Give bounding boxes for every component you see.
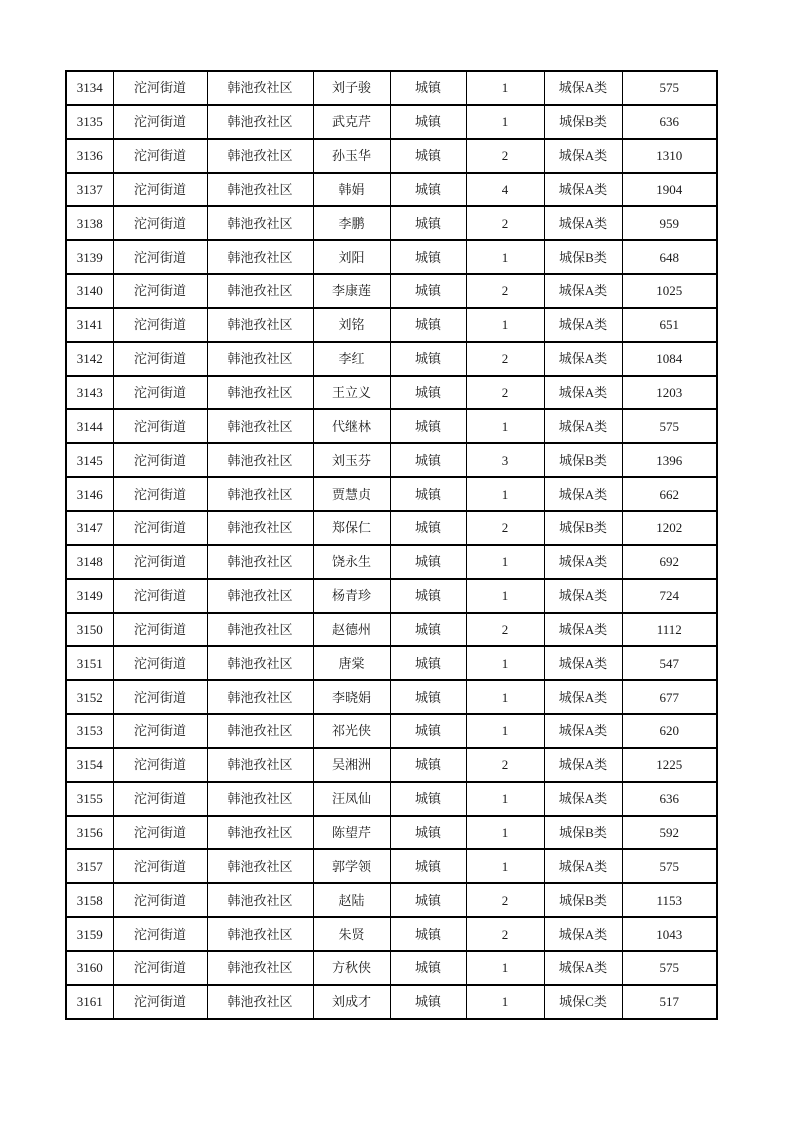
cell-amount: 724	[622, 579, 717, 613]
cell-amount: 1112	[622, 613, 717, 647]
cell-street: 沱河街道	[113, 917, 207, 951]
cell-id: 3160	[66, 951, 113, 985]
cell-name: 刘子骏	[313, 71, 390, 105]
cell-count: 1	[466, 579, 544, 613]
cell-street: 沱河街道	[113, 511, 207, 545]
cell-category: 城保A类	[544, 748, 622, 782]
cell-residence-type: 城镇	[390, 274, 466, 308]
cell-community: 韩池孜社区	[207, 883, 313, 917]
table-row	[66, 951, 717, 985]
cell-street: 沱河街道	[113, 579, 207, 613]
cell-id: 3135	[66, 105, 113, 139]
cell-community: 韩池孜社区	[207, 477, 313, 511]
cell-name: 王立义	[313, 376, 390, 410]
cell-residence-type: 城镇	[390, 748, 466, 782]
cell-id: 3146	[66, 477, 113, 511]
cell-name: 韩娟	[313, 173, 390, 207]
table-row	[66, 849, 717, 883]
cell-community: 韩池孜社区	[207, 105, 313, 139]
table-row	[66, 511, 717, 545]
cell-street: 沱河街道	[113, 545, 207, 579]
cell-amount: 959	[622, 206, 717, 240]
cell-id: 3144	[66, 409, 113, 443]
cell-community: 韩池孜社区	[207, 748, 313, 782]
cell-street: 沱河街道	[113, 883, 207, 917]
cell-category: 城保B类	[544, 511, 622, 545]
cell-amount: 1043	[622, 917, 717, 951]
cell-count: 1	[466, 985, 544, 1019]
cell-amount: 677	[622, 680, 717, 714]
cell-residence-type: 城镇	[390, 849, 466, 883]
cell-community: 韩池孜社区	[207, 545, 313, 579]
cell-street: 沱河街道	[113, 782, 207, 816]
cell-id: 3150	[66, 613, 113, 647]
cell-id: 3139	[66, 240, 113, 274]
cell-street: 沱河街道	[113, 173, 207, 207]
cell-residence-type: 城镇	[390, 782, 466, 816]
cell-community: 韩池孜社区	[207, 951, 313, 985]
cell-community: 韩池孜社区	[207, 443, 313, 477]
cell-amount: 648	[622, 240, 717, 274]
cell-name: 赵陆	[313, 883, 390, 917]
cell-count: 1	[466, 308, 544, 342]
table-row	[66, 816, 717, 850]
cell-category: 城保A类	[544, 579, 622, 613]
cell-id: 3149	[66, 579, 113, 613]
cell-street: 沱河街道	[113, 985, 207, 1019]
cell-street: 沱河街道	[113, 308, 207, 342]
cell-street: 沱河街道	[113, 71, 207, 105]
cell-category: 城保A类	[544, 951, 622, 985]
cell-name: 郭学领	[313, 849, 390, 883]
cell-residence-type: 城镇	[390, 206, 466, 240]
cell-category: 城保A类	[544, 342, 622, 376]
cell-id: 3142	[66, 342, 113, 376]
cell-street: 沱河街道	[113, 206, 207, 240]
cell-name: 吴湘洲	[313, 748, 390, 782]
cell-amount: 636	[622, 782, 717, 816]
cell-street: 沱河街道	[113, 443, 207, 477]
table-row	[66, 139, 717, 173]
cell-residence-type: 城镇	[390, 376, 466, 410]
cell-community: 韩池孜社区	[207, 206, 313, 240]
cell-category: 城保B类	[544, 240, 622, 274]
table-row	[66, 173, 717, 207]
cell-id: 3140	[66, 274, 113, 308]
cell-name: 孙玉华	[313, 139, 390, 173]
cell-residence-type: 城镇	[390, 714, 466, 748]
cell-street: 沱河街道	[113, 613, 207, 647]
cell-count: 1	[466, 782, 544, 816]
cell-category: 城保A类	[544, 274, 622, 308]
table-row	[66, 680, 717, 714]
cell-category: 城保A类	[544, 917, 622, 951]
cell-amount: 1396	[622, 443, 717, 477]
table-row	[66, 646, 717, 680]
cell-community: 韩池孜社区	[207, 680, 313, 714]
table-row	[66, 917, 717, 951]
cell-count: 2	[466, 511, 544, 545]
cell-amount: 636	[622, 105, 717, 139]
cell-amount: 547	[622, 646, 717, 680]
cell-street: 沱河街道	[113, 816, 207, 850]
cell-residence-type: 城镇	[390, 646, 466, 680]
cell-amount: 1203	[622, 376, 717, 410]
cell-community: 韩池孜社区	[207, 139, 313, 173]
cell-amount: 651	[622, 308, 717, 342]
cell-amount: 1225	[622, 748, 717, 782]
cell-community: 韩池孜社区	[207, 646, 313, 680]
cell-street: 沱河街道	[113, 105, 207, 139]
cell-category: 城保C类	[544, 985, 622, 1019]
cell-id: 3134	[66, 71, 113, 105]
cell-community: 韩池孜社区	[207, 511, 313, 545]
cell-count: 2	[466, 917, 544, 951]
cell-residence-type: 城镇	[390, 409, 466, 443]
cell-name: 唐棠	[313, 646, 390, 680]
cell-id: 3136	[66, 139, 113, 173]
cell-category: 城保A类	[544, 308, 622, 342]
cell-id: 3158	[66, 883, 113, 917]
cell-id: 3161	[66, 985, 113, 1019]
cell-category: 城保B类	[544, 443, 622, 477]
records-table	[65, 70, 718, 1020]
cell-community: 韩池孜社区	[207, 985, 313, 1019]
cell-name: 方秋侠	[313, 951, 390, 985]
cell-community: 韩池孜社区	[207, 308, 313, 342]
cell-id: 3153	[66, 714, 113, 748]
cell-amount: 662	[622, 477, 717, 511]
cell-count: 1	[466, 646, 544, 680]
cell-id: 3141	[66, 308, 113, 342]
cell-category: 城保A类	[544, 782, 622, 816]
cell-count: 2	[466, 613, 544, 647]
cell-category: 城保A类	[544, 376, 622, 410]
table-row	[66, 613, 717, 647]
cell-count: 2	[466, 342, 544, 376]
cell-amount: 517	[622, 985, 717, 1019]
cell-street: 沱河街道	[113, 680, 207, 714]
cell-count: 1	[466, 477, 544, 511]
cell-street: 沱河街道	[113, 849, 207, 883]
cell-community: 韩池孜社区	[207, 714, 313, 748]
cell-id: 3154	[66, 748, 113, 782]
cell-community: 韩池孜社区	[207, 240, 313, 274]
cell-category: 城保A类	[544, 409, 622, 443]
cell-amount: 1025	[622, 274, 717, 308]
table-row	[66, 545, 717, 579]
table-row	[66, 308, 717, 342]
cell-category: 城保A类	[544, 173, 622, 207]
cell-residence-type: 城镇	[390, 951, 466, 985]
cell-residence-type: 城镇	[390, 917, 466, 951]
cell-residence-type: 城镇	[390, 342, 466, 376]
cell-name: 朱贤	[313, 917, 390, 951]
cell-count: 2	[466, 883, 544, 917]
cell-street: 沱河街道	[113, 376, 207, 410]
cell-name: 刘铭	[313, 308, 390, 342]
cell-amount: 1904	[622, 173, 717, 207]
cell-residence-type: 城镇	[390, 545, 466, 579]
cell-amount: 1310	[622, 139, 717, 173]
cell-community: 韩池孜社区	[207, 376, 313, 410]
cell-id: 3147	[66, 511, 113, 545]
table-row	[66, 883, 717, 917]
cell-category: 城保B类	[544, 105, 622, 139]
cell-id: 3138	[66, 206, 113, 240]
cell-residence-type: 城镇	[390, 443, 466, 477]
cell-name: 武克芹	[313, 105, 390, 139]
cell-name: 杨青珍	[313, 579, 390, 613]
cell-amount: 592	[622, 816, 717, 850]
cell-amount: 1153	[622, 883, 717, 917]
cell-name: 李红	[313, 342, 390, 376]
cell-community: 韩池孜社区	[207, 71, 313, 105]
cell-id: 3143	[66, 376, 113, 410]
cell-residence-type: 城镇	[390, 511, 466, 545]
cell-category: 城保A类	[544, 206, 622, 240]
cell-residence-type: 城镇	[390, 139, 466, 173]
cell-id: 3151	[66, 646, 113, 680]
cell-category: 城保A类	[544, 139, 622, 173]
cell-count: 2	[466, 748, 544, 782]
cell-category: 城保A类	[544, 646, 622, 680]
cell-community: 韩池孜社区	[207, 816, 313, 850]
cell-residence-type: 城镇	[390, 173, 466, 207]
cell-count: 2	[466, 206, 544, 240]
table-row	[66, 443, 717, 477]
cell-residence-type: 城镇	[390, 680, 466, 714]
cell-count: 1	[466, 105, 544, 139]
cell-residence-type: 城镇	[390, 477, 466, 511]
cell-name: 李晓娟	[313, 680, 390, 714]
table-row	[66, 579, 717, 613]
cell-category: 城保A类	[544, 477, 622, 511]
cell-street: 沱河街道	[113, 240, 207, 274]
cell-community: 韩池孜社区	[207, 782, 313, 816]
cell-name: 赵德州	[313, 613, 390, 647]
cell-residence-type: 城镇	[390, 985, 466, 1019]
table-row	[66, 409, 717, 443]
table-row	[66, 477, 717, 511]
cell-street: 沱河街道	[113, 714, 207, 748]
cell-residence-type: 城镇	[390, 613, 466, 647]
cell-amount: 620	[622, 714, 717, 748]
cell-amount: 575	[622, 409, 717, 443]
table-row	[66, 714, 717, 748]
cell-name: 刘阳	[313, 240, 390, 274]
cell-community: 韩池孜社区	[207, 274, 313, 308]
cell-street: 沱河街道	[113, 477, 207, 511]
table-row	[66, 206, 717, 240]
cell-name: 李康莲	[313, 274, 390, 308]
cell-count: 1	[466, 714, 544, 748]
cell-name: 饶永生	[313, 545, 390, 579]
cell-community: 韩池孜社区	[207, 342, 313, 376]
cell-amount: 575	[622, 951, 717, 985]
cell-name: 刘玉芬	[313, 443, 390, 477]
cell-street: 沱河街道	[113, 951, 207, 985]
cell-category: 城保A类	[544, 613, 622, 647]
cell-category: 城保A类	[544, 680, 622, 714]
cell-id: 3145	[66, 443, 113, 477]
cell-community: 韩池孜社区	[207, 409, 313, 443]
cell-id: 3148	[66, 545, 113, 579]
cell-community: 韩池孜社区	[207, 613, 313, 647]
cell-street: 沱河街道	[113, 646, 207, 680]
cell-amount: 692	[622, 545, 717, 579]
cell-count: 1	[466, 409, 544, 443]
cell-street: 沱河街道	[113, 274, 207, 308]
cell-category: 城保B类	[544, 816, 622, 850]
table-row	[66, 748, 717, 782]
cell-name: 汪凤仙	[313, 782, 390, 816]
cell-category: 城保A类	[544, 545, 622, 579]
cell-community: 韩池孜社区	[207, 849, 313, 883]
cell-id: 3152	[66, 680, 113, 714]
cell-id: 3157	[66, 849, 113, 883]
cell-amount: 1084	[622, 342, 717, 376]
cell-count: 1	[466, 680, 544, 714]
cell-residence-type: 城镇	[390, 105, 466, 139]
cell-residence-type: 城镇	[390, 816, 466, 850]
cell-category: 城保A类	[544, 849, 622, 883]
table-row	[66, 985, 717, 1019]
cell-count: 1	[466, 71, 544, 105]
cell-count: 2	[466, 139, 544, 173]
cell-name: 李鹏	[313, 206, 390, 240]
cell-community: 韩池孜社区	[207, 917, 313, 951]
table-body	[66, 71, 717, 1019]
records-table-container	[65, 70, 718, 1020]
cell-community: 韩池孜社区	[207, 579, 313, 613]
cell-street: 沱河街道	[113, 139, 207, 173]
cell-amount: 1202	[622, 511, 717, 545]
cell-count: 1	[466, 816, 544, 850]
cell-street: 沱河街道	[113, 342, 207, 376]
cell-count: 1	[466, 849, 544, 883]
cell-count: 1	[466, 951, 544, 985]
table-row	[66, 71, 717, 105]
table-row	[66, 105, 717, 139]
table-row	[66, 240, 717, 274]
cell-name: 陈望芹	[313, 816, 390, 850]
cell-count: 1	[466, 240, 544, 274]
cell-amount: 575	[622, 849, 717, 883]
cell-name: 代继林	[313, 409, 390, 443]
cell-name: 刘成才	[313, 985, 390, 1019]
cell-id: 3137	[66, 173, 113, 207]
cell-residence-type: 城镇	[390, 579, 466, 613]
cell-residence-type: 城镇	[390, 308, 466, 342]
cell-residence-type: 城镇	[390, 71, 466, 105]
cell-street: 沱河街道	[113, 409, 207, 443]
cell-street: 沱河街道	[113, 748, 207, 782]
cell-id: 3156	[66, 816, 113, 850]
cell-name: 祁光侠	[313, 714, 390, 748]
cell-count: 2	[466, 376, 544, 410]
cell-count: 3	[466, 443, 544, 477]
cell-id: 3155	[66, 782, 113, 816]
table-row	[66, 782, 717, 816]
cell-category: 城保B类	[544, 883, 622, 917]
cell-count: 1	[466, 545, 544, 579]
cell-name: 郑保仁	[313, 511, 390, 545]
cell-count: 4	[466, 173, 544, 207]
cell-residence-type: 城镇	[390, 240, 466, 274]
cell-amount: 575	[622, 71, 717, 105]
table-row	[66, 342, 717, 376]
cell-residence-type: 城镇	[390, 883, 466, 917]
cell-count: 2	[466, 274, 544, 308]
cell-community: 韩池孜社区	[207, 173, 313, 207]
cell-name: 贾慧贞	[313, 477, 390, 511]
table-row	[66, 376, 717, 410]
cell-id: 3159	[66, 917, 113, 951]
cell-category: 城保A类	[544, 714, 622, 748]
cell-category: 城保A类	[544, 71, 622, 105]
table-row	[66, 274, 717, 308]
